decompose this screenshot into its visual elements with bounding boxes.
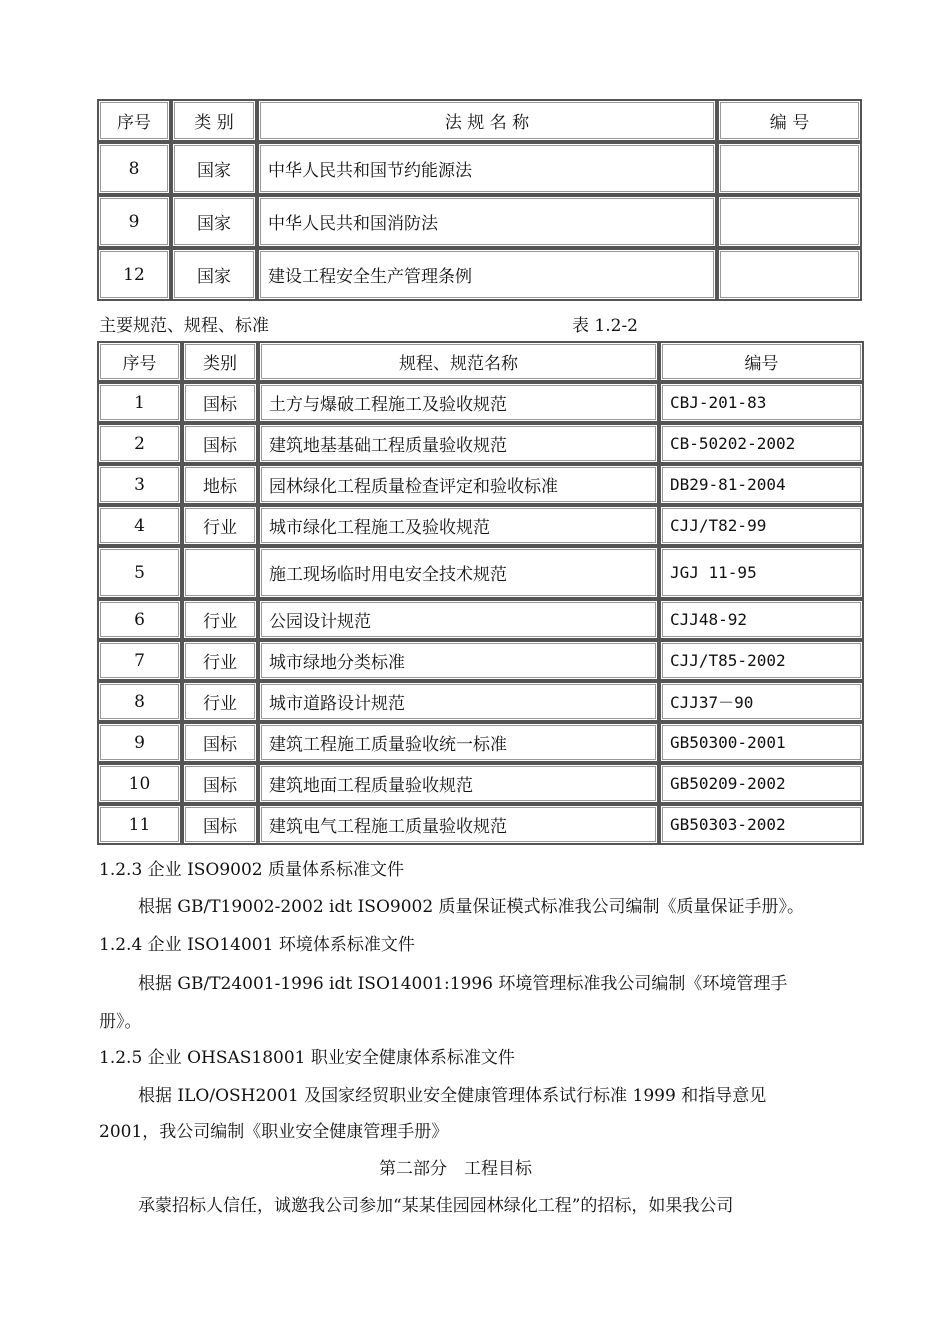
paragraph-1-2-5-line1: 根据 ILO/OSH2001 及国家经贸职业安全健康管理体系试行标准 1999 和指导意见 xyxy=(138,1086,767,1106)
paragraph-part2-line1: 承蒙招标人信任，诚邀我公司参加“某某佳园园林绿化工程”的招标，如果我公司 xyxy=(138,1196,734,1216)
row-category: 国家 xyxy=(171,195,257,248)
row-code: CJJ48-92 xyxy=(659,599,864,640)
row-code: JGJ 11-95 xyxy=(659,546,864,599)
row-name: 城市绿地分类标准 xyxy=(258,640,659,681)
table-row xyxy=(97,505,864,546)
table-header-row xyxy=(97,341,864,382)
row-name: 建设工程安全生产管理条例 xyxy=(257,248,717,301)
header-cell: 序号 xyxy=(97,99,171,142)
header-cell: 规程、规范名称 xyxy=(258,341,659,382)
row-number: 12 xyxy=(97,248,171,301)
row-category: 国标 xyxy=(182,722,258,763)
paragraph-1-2-4-line1: 根据 GB/T24001-1996 idt ISO14001:1996 环境管理标准我公司编制《环境管理手 xyxy=(138,974,788,994)
table-row xyxy=(97,640,864,681)
row-number: 9 xyxy=(97,195,171,248)
row-category: 国标 xyxy=(182,423,258,464)
row-code: CJJ/T82-99 xyxy=(659,505,864,546)
section-heading-1-2-4: 1.2.4 企业 ISO14001 环境体系标准文件 xyxy=(99,935,415,955)
row-number: 1 xyxy=(97,382,182,423)
row-name: 土方与爆破工程施工及验收规范 xyxy=(258,382,659,423)
table-row xyxy=(97,142,862,195)
row-category: 行业 xyxy=(182,640,258,681)
header-cell: 类 别 xyxy=(171,99,257,142)
row-name: 园林绿化工程质量检查评定和验收标准 xyxy=(258,464,659,505)
row-name: 城市道路设计规范 xyxy=(258,681,659,722)
row-category: 国标 xyxy=(182,804,258,845)
row-code xyxy=(717,195,862,248)
header-cell: 类别 xyxy=(182,341,258,382)
row-name: 中华人民共和国消防法 xyxy=(257,195,717,248)
row-category: 国家 xyxy=(171,142,257,195)
row-code: CJJ37－90 xyxy=(659,681,864,722)
table-row xyxy=(97,248,862,301)
row-name: 建筑地基基础工程质量验收规范 xyxy=(258,423,659,464)
row-code: DB29-81-2004 xyxy=(659,464,864,505)
row-name: 公园设计规范 xyxy=(258,599,659,640)
section-heading-1-2-3: 1.2.3 企业 ISO9002 质量体系标准文件 xyxy=(99,860,405,880)
row-number: 6 xyxy=(97,599,182,640)
header-cell: 编 号 xyxy=(717,99,862,142)
row-number: 3 xyxy=(97,464,182,505)
table-row xyxy=(97,464,864,505)
row-code: GB50300-2001 xyxy=(659,722,864,763)
header-cell: 法 规 名 称 xyxy=(257,99,717,142)
row-code xyxy=(717,248,862,301)
table-row xyxy=(97,423,864,464)
row-code: GB50209-2002 xyxy=(659,763,864,804)
row-number: 2 xyxy=(97,423,182,464)
row-name: 建筑电气工程施工质量验收规范 xyxy=(258,804,659,845)
table-row xyxy=(97,722,864,763)
header-cell: 编号 xyxy=(659,341,864,382)
row-category: 国家 xyxy=(171,248,257,301)
row-code xyxy=(717,142,862,195)
table-caption-number: 表 1.2-2 xyxy=(572,316,638,336)
table-row xyxy=(97,546,864,599)
row-category: 行业 xyxy=(182,599,258,640)
section-heading-1-2-5: 1.2.5 企业 OHSAS18001 职业安全健康体系标准文件 xyxy=(99,1048,515,1068)
standards-table xyxy=(97,341,864,845)
row-name: 城市绿化工程施工及验收规范 xyxy=(258,505,659,546)
header-cell: 序号 xyxy=(97,341,182,382)
row-name: 建筑地面工程质量验收规范 xyxy=(258,763,659,804)
paragraph-1-2-5-line2: 2001，我公司编制《职业安全健康管理手册》 xyxy=(99,1122,449,1142)
row-category: 行业 xyxy=(182,681,258,722)
table-row xyxy=(97,195,862,248)
row-number: 9 xyxy=(97,722,182,763)
row-category: 国标 xyxy=(182,382,258,423)
row-name: 施工现场临时用电安全技术规范 xyxy=(258,546,659,599)
row-category: 地标 xyxy=(182,464,258,505)
row-name: 建筑工程施工质量验收统一标准 xyxy=(258,722,659,763)
row-number: 11 xyxy=(97,804,182,845)
part-heading: 第二部分 工程目标 xyxy=(379,1159,532,1179)
table-header-row xyxy=(97,99,862,142)
row-code: CJJ/T85-2002 xyxy=(659,640,864,681)
paragraph-1-2-3: 根据 GB/T19002-2002 idt ISO9002 质量保证模式标准我公司编制《质量保证手册》。 xyxy=(138,897,805,917)
laws-table xyxy=(97,99,862,301)
row-number: 8 xyxy=(97,681,182,722)
row-code: CB-50202-2002 xyxy=(659,423,864,464)
table-row xyxy=(97,599,864,640)
row-code: CBJ-201-83 xyxy=(659,382,864,423)
table-row xyxy=(97,681,864,722)
row-number: 7 xyxy=(97,640,182,681)
row-category: 国标 xyxy=(182,763,258,804)
row-code: GB50303-2002 xyxy=(659,804,864,845)
table-row xyxy=(97,382,864,423)
row-category: 行业 xyxy=(182,505,258,546)
row-number: 8 xyxy=(97,142,171,195)
table-row xyxy=(97,763,864,804)
row-category xyxy=(182,546,258,599)
row-name: 中华人民共和国节约能源法 xyxy=(257,142,717,195)
table-row xyxy=(97,804,864,845)
row-number: 5 xyxy=(97,546,182,599)
paragraph-1-2-4-line2: 册》。 xyxy=(99,1012,142,1032)
row-number: 10 xyxy=(97,763,182,804)
table-caption-title: 主要规范、规程、标准 xyxy=(99,316,269,336)
row-number: 4 xyxy=(97,505,182,546)
